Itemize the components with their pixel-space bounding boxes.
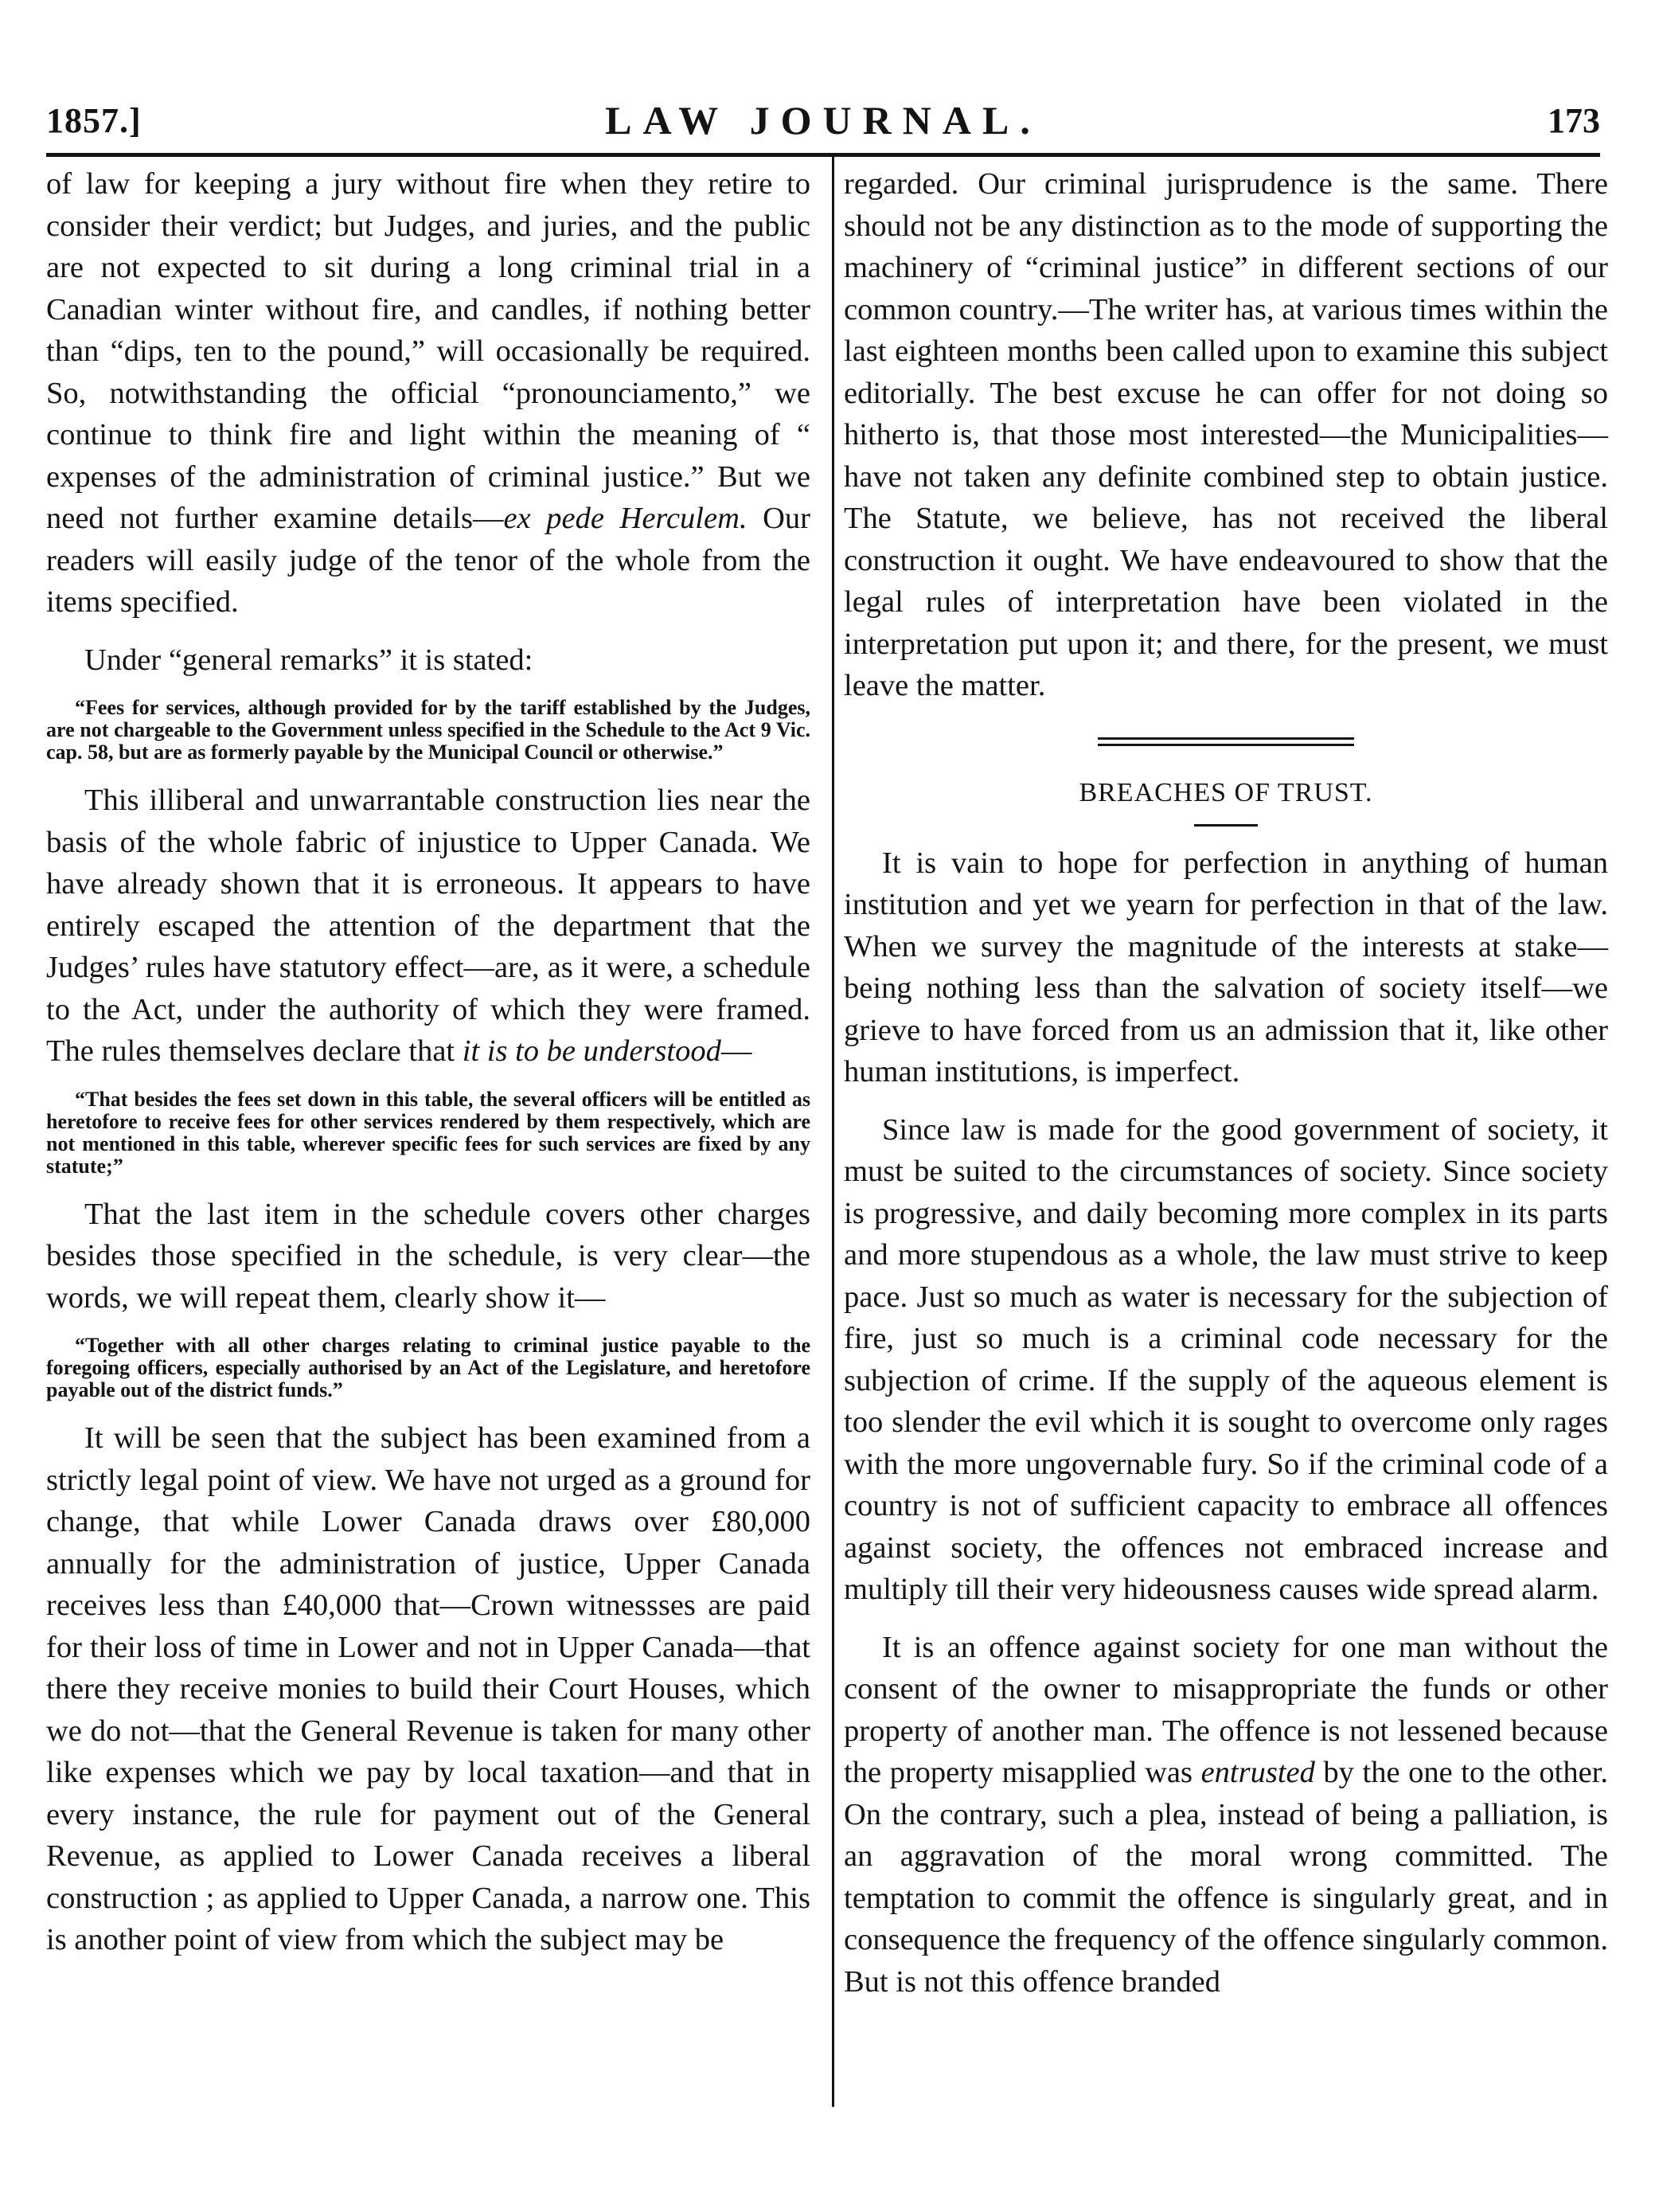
right-column — [844, 163, 1608, 2019]
header-rule — [46, 153, 1600, 157]
double-rule-divider — [1098, 737, 1354, 746]
section-heading: BREACHES OF TRUST. — [1079, 777, 1373, 807]
paragraph: of law for keeping a jury without fire when they retire to consider their verdict; but Judges, and juries, and the public are not expected to sit during a long criminal trial in a Canadian winter without fire, and candles, if nothing better than “dips, ten to the pound,” will occasionally be required. So, notwithstanding the official “pronounciamento,” we continue to think fire and light within the meaning of “ expenses of the administration of criminal justice.” But we need not further examine details—ex pede Herculem. Our readers will easily judge of the tenor of the whole from the items specified. — [46, 167, 810, 619]
page-header — [46, 89, 1600, 153]
short-rule-divider — [1194, 824, 1258, 827]
column-divider — [832, 156, 834, 2107]
paragraph: It is vain to hope for perfection in anything of human institution and yet we yearn for perfection in that of the law. When we survey the magnitude of the interests at stake—being nothing less than the salvation of society itself—we grieve to have forced from us an admission that it, like other human institutions, is imperfect. — [844, 846, 1608, 1088]
paragraph: It will be seen that the subject has been examined from a strictly legal point of view. We have not urged as a ground for change, that while Lower Canada draws over £80,000 annually for the administration of justice, Upper Canada receives less than £40,000 that—Crown witnessses are paid for their loss of time in Lower and not in Upper Canada—that there they receive monies to build their Court Houses, which we do not—that the General Revenue is taken for many other like expenses which we pay by local taxation—and that in every instance, the rule for payment out of the General Revenue, as applied to Lower Canada receives a liberal construction ; as applied to Upper Canada, a narrow one. This is another point of view from which the subject may be — [46, 1421, 810, 1956]
header-title: LAW JOURNAL. — [605, 98, 1041, 143]
block-quote: “That besides the fees set down in this table, the several officers will be entitled as heretofore to receive fees for other services rendered by them respectively, which are not mentioned in this table, wherever specific fees for such services are fixed by any statute;” — [46, 1087, 810, 1178]
paragraph: It is an offence against society for one man without the consent of the owner to misappropriate the funds or other property of another man. The offence is not lessened because the property misapplied was entrusted by the one to the other. On the contrary, such a plea, instead of being a palliation, is an aggravation of the moral wrong committed. The temptation to commit the offence is singularly great, and in consequence the frequency of the offence singularly common. But is not this offence branded — [844, 1630, 1608, 1999]
header-page-number: 173 — [1548, 101, 1600, 140]
section-heading-block — [844, 737, 1608, 827]
paragraph: This illiberal and unwarrantable construction lies near the basis of the whole fabric of injustice to Upper Canada. We have already shown that it is erroneous. It appears to have entirely escaped the attention of the department that the Judges’ rules have statutory effect—are, as it were, a schedule to the Act, under the authority of which they were framed. The rules themselves declare that it is to be understood— — [46, 784, 810, 1068]
block-quote: “Fees for services, although provided for by the tariff established by the Judges, are not chargeable to the Government unless specified in the Schedule to the Act 9 Vic. cap. 58, but are as formerly payable by the Municipal Council or otherwise.” — [46, 696, 810, 764]
paragraph: That the last item in the schedule covers other charges besides those specified in the schedule, is very clear—the words, we will repeat them, clearly show it— — [46, 1197, 810, 1315]
block-quote: “Together with all other charges relating to criminal justice payable to the foregoing officers, especially authorised by an Act of the Legislature, and heretofore payable out of the district funds.” — [46, 1334, 810, 1401]
paragraph: Since law is made for the good government of society, it must be suited to the circumstances of society. Since society is progressive, and daily becoming more complex in its parts and more stupendous as a whole, the law must strive to keep pace. Just so much as water is necessary for the subjection of fire, just so much is a criminal code necessary for the subjection of crime. If the supply of the aqueous element is too slender the evil which it is sought to overcome only rages with the more ungovernable fury. So if the criminal code of a country is not of sufficient capacity to embrace all offences against society, the offences not embraced increase and multiply till their very hideousness causes wide spread alarm. — [844, 1112, 1608, 1606]
left-column — [46, 163, 810, 1977]
paragraph: regarded. Our criminal jurisprudence is the same. There should not be any distinction as to the mode of supporting the machinery of “criminal justice” in different sections of our common country.—The writer has, at various times within the last eighteen months been called upon to examine this subject editorially. The best excuse he can offer for not doing so hitherto is, that those most interested—the Municipalities—have not taken any definite combined step to obtain justice. The Statute, we believe, has not received the liberal construction it ought. We have endeavoured to show that the legal rules of interpretation have been violated in the interpretation put upon it; and there, for the present, we must leave the matter. — [844, 167, 1608, 702]
paragraph: Under “general remarks” it is stated: — [84, 643, 533, 677]
header-year: 1857.] — [46, 101, 142, 140]
